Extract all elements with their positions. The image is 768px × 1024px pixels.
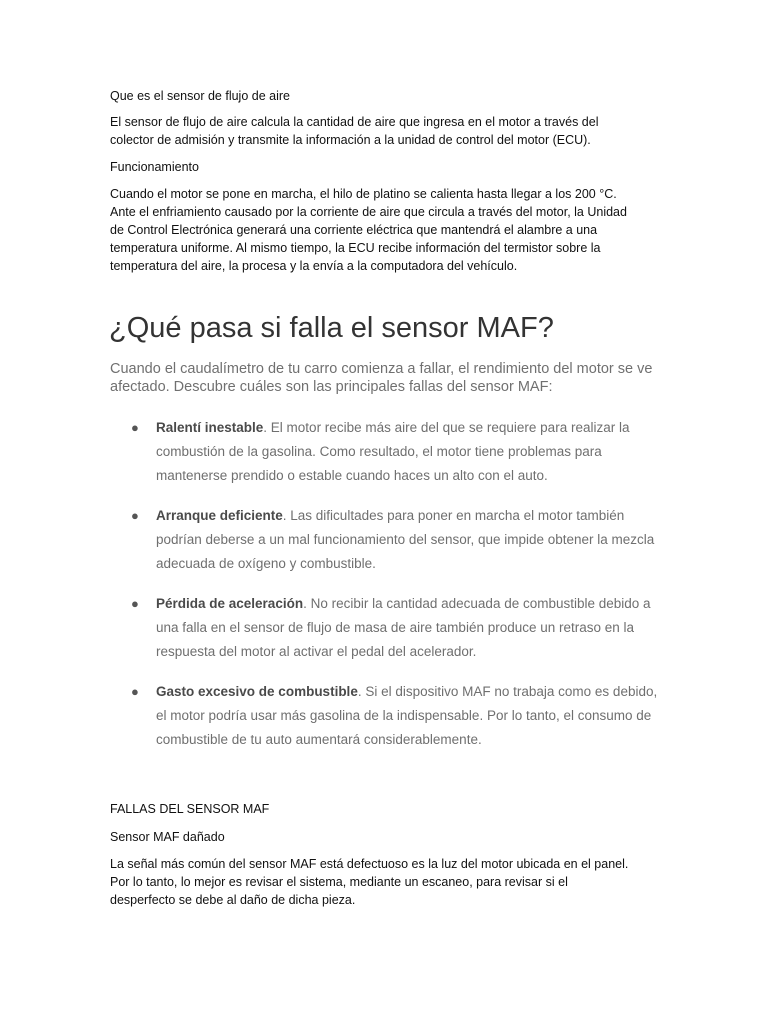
bullet-icon: ● [131, 596, 139, 611]
list-item [130, 416, 660, 488]
bullet-icon: ● [131, 420, 139, 435]
failure-list [130, 416, 660, 768]
intro-paragraph: El sensor de flujo de aire calcula la cantidad de aire que ingresa en el motor a través del colector de admisión y transmite la información a la unidad de control del motor (ECU). [110, 115, 599, 147]
list-item-text: . No recibir la cantidad adecuada de combustible debido a una falla en el sensor de flujo de masa de aire también produce un retraso en la respuesta del motor al activar el pedal del acelerador. [156, 596, 651, 659]
section-title-maf-sensor: Que es el sensor de flujo de aire [110, 89, 290, 103]
funcionamiento-paragraph: Cuando el motor se pone en marcha, el hilo de platino se calienta hasta llegar a los 200 °C. Ante el enfriamiento causado por la corriente de aire que circula a través del motor, la Unidad de Control Electrónica generará una corriente eléctrica que mantendrá el alambre a una temperatura uniforme. Al mismo tiempo, la ECU recibe información del termistor sobre la temperatura del aire, la procesa y la envía a la computadora del vehículo. [110, 187, 627, 273]
list-item-term: Gasto excesivo de combustible [156, 684, 358, 699]
list-item-text: . Las dificultades para poner en marcha el motor también podrían deberse a un mal funcionamiento del sensor, que impide obtener la mezcla adecuada de oxígeno y combustible. [156, 508, 655, 571]
list-item-term: Arranque deficiente [156, 508, 283, 523]
article-heading: ¿Qué pasa si falla el sensor MAF? [109, 312, 554, 344]
section-title-fallas: FALLAS DEL SENSOR MAF [110, 802, 270, 816]
section-subtitle-sensor-danado: Sensor MAF dañado [110, 830, 225, 844]
list-item [130, 592, 660, 664]
bullet-icon: ● [131, 508, 139, 523]
article-intro: Cuando el caudalímetro de tu carro comienza a fallar, el rendimiento del motor se ve afectado. Descubre cuáles son las principales fallas del sensor MAF: [110, 361, 653, 395]
section-subtitle-funcionamiento: Funcionamiento [110, 160, 199, 174]
list-item-text: . Si el dispositivo MAF no trabaja como es debido, el motor podría usar más gasolina de la indispensable. Por lo tanto, el consumo de combustible de tu auto aumentará considerablemente. [156, 684, 658, 747]
list-item-term: Ralentí inestable [156, 420, 264, 435]
list-item-term: Pérdida de aceleración [156, 596, 304, 611]
list-item [130, 504, 660, 576]
list-item [130, 680, 660, 752]
list-item-text: . El motor recibe más aire del que se requiere para realizar la combustión de la gasolina. Como resultado, el motor tiene problemas para mantenerse prendido o estable cuando haces un alto con el auto. [156, 420, 630, 483]
sensor-danado-paragraph: La señal más común del sensor MAF está defectuoso es la luz del motor ubicada en el panel. Por lo tanto, lo mejor es revisar el sistema, mediante un escaneo, para revisar si el desperfecto se debe al daño de dicha pieza. [110, 857, 629, 907]
bullet-icon: ● [131, 684, 139, 699]
